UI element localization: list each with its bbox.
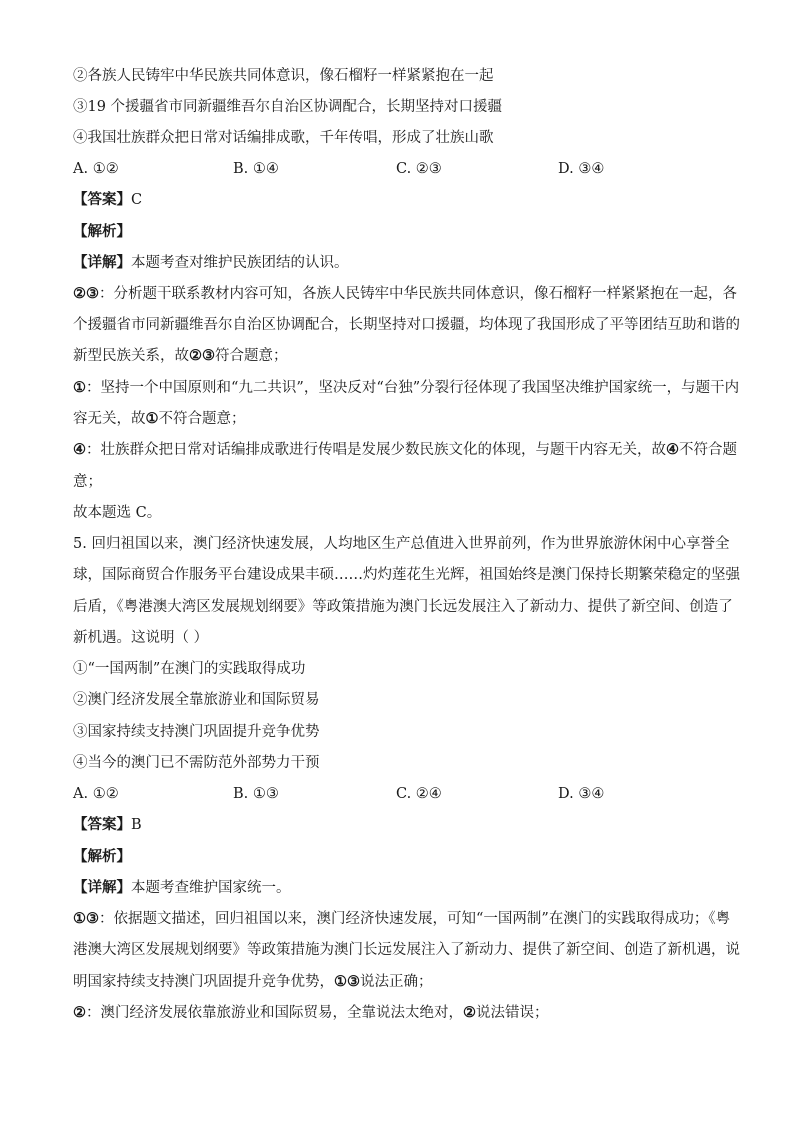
answer-value: C xyxy=(131,192,143,208)
q5-detail-line xyxy=(73,878,725,898)
paragraph-text: ：澳门经济发展依靠旅游业和国际贸易，全靠说法太绝对， xyxy=(86,1005,463,1021)
option-ref: ④ xyxy=(666,441,679,458)
detail-label: 【详解】 xyxy=(73,254,131,271)
option-ref: ②③ xyxy=(189,347,215,364)
option-ref: ②③ xyxy=(73,285,99,302)
answer-label: 【答案】 xyxy=(73,816,131,833)
paragraph-text: 说法正确； xyxy=(360,974,433,990)
detail-label: 【详解】 xyxy=(73,879,131,896)
q5-answer-line xyxy=(73,815,725,835)
choice-a: A. ①② xyxy=(73,161,119,177)
detail-line xyxy=(73,253,725,273)
q5-explanation-13-line-2: 港澳大湾区发展规划纲要》等政策措施为澳门长远发展注入了新动力、提供了新空间、创造了新机遇，说 xyxy=(73,942,740,958)
q5-answer-choices xyxy=(73,784,733,804)
question-5-line-2: 球，国际商贸合作服务平台建设成果丰硕……灼灼莲花生光辉，祖国始终是澳门保持长期繁荣稳定的坚强 xyxy=(73,567,740,583)
explanation-1-line-1 xyxy=(73,378,740,398)
explanation-1-line-2 xyxy=(73,409,725,429)
choice-b: B. ①③ xyxy=(233,786,279,802)
paragraph-text: 不符合题 xyxy=(679,442,737,458)
q5-explanation-13-line-1 xyxy=(73,909,731,929)
explanation-4-line-1 xyxy=(73,440,737,460)
paragraph-text: ：坚持一个中国原则和“九二共识”，坚决反对“台独”分裂行径体现了我国坚决维护国家统一，与题干内 xyxy=(86,380,740,396)
question-5-line-4: 新机遇。这说明（ ） xyxy=(73,630,209,646)
paragraph-text: 容无关，故 xyxy=(73,411,146,427)
option-ref: ② xyxy=(463,1004,476,1021)
paragraph-text: 明国家持续支持澳门巩固提升竞争优势， xyxy=(73,974,334,990)
answer-choices xyxy=(73,159,733,179)
paragraph-text: 符合题意； xyxy=(215,348,288,364)
q5-explanation-2-line-1 xyxy=(73,1003,725,1023)
detail-text: 本题考查维护国家统一。 xyxy=(131,880,291,896)
conclusion: 故本题选 C。 xyxy=(73,505,162,521)
option-ref: ① xyxy=(73,379,86,396)
choice-c: C. ②③ xyxy=(396,161,442,177)
option-ref: ② xyxy=(73,1004,86,1021)
option-4: ④我国壮族群众把日常对话编排成歌，千年传唱，形成了壮族山歌 xyxy=(73,130,494,146)
question-5-line-1: 5. 回归祖国以来，澳门经济快速发展，人均地区生产总值进入世界前列，作为世界旅游休闲中心享誉全 xyxy=(73,536,730,552)
analysis-label: 【解析】 xyxy=(73,223,131,240)
explanation-23-line-1 xyxy=(73,284,737,304)
q5-option-2: ②澳门经济发展全靠旅游业和国际贸易 xyxy=(73,692,320,708)
explanation-23-line-3 xyxy=(73,346,725,366)
q5-analysis-label: 【解析】 xyxy=(73,848,131,865)
option-ref: ① xyxy=(145,410,159,427)
paragraph-text: ：分析题干联系教材内容可知，各族人民铸牢中华民族共同体意识，像石榴籽一样紧紧抱在一起，各 xyxy=(99,286,737,302)
choice-b: B. ①④ xyxy=(233,161,279,177)
detail-text: 本题考查对维护民族团结的认识。 xyxy=(131,255,349,271)
option-ref: ①③ xyxy=(73,910,99,927)
paragraph-text: 不符合题意； xyxy=(158,411,246,427)
paragraph-text: 新型民族关系，故 xyxy=(73,348,189,364)
answer-line xyxy=(73,190,725,210)
explanation-4-line-2: 意； xyxy=(73,474,102,490)
option-ref: ①③ xyxy=(334,973,360,990)
explanation-23-line-2: 个援疆省市同新疆维吾尔自治区协调配合，长期坚持对口援疆，均体现了我国形成了平等团结互助和谐的 xyxy=(73,317,740,333)
choice-c: C. ②④ xyxy=(396,786,442,802)
q5-option-4: ④当今的澳门已不需防范外部势力干预 xyxy=(73,755,320,771)
choice-d: D. ③④ xyxy=(558,786,605,802)
paragraph-text: ：壮族群众把日常对话编排成歌进行传唱是发展少数民族文化的体现，与题干内容无关，故 xyxy=(86,442,666,458)
option-3: ③19 个援疆省市同新疆维吾尔自治区协调配合，长期坚持对口援疆 xyxy=(73,99,503,115)
q5-option-3: ③国家持续支持澳门巩固提升竞争优势 xyxy=(73,724,320,740)
q5-explanation-13-line-3 xyxy=(73,972,725,992)
option-2: ②各族人民铸牢中华民族共同体意识，像石榴籽一样紧紧抱在一起 xyxy=(73,68,494,84)
choice-d: D. ③④ xyxy=(558,161,605,177)
answer-value: B xyxy=(131,817,142,833)
option-ref: ④ xyxy=(73,441,86,458)
paragraph-text: 说法错误； xyxy=(476,1005,549,1021)
question-5-line-3: 后盾，《粤港澳大湾区发展规划纲要》等政策措施为澳门长远发展注入了新动力、提供了新空间、创造了 xyxy=(73,599,733,615)
paragraph-text: ：依据题文描述，回归祖国以来，澳门经济快速发展，可知“一国两制”在澳门的实践取得成功；《粤 xyxy=(99,911,731,927)
answer-label: 【答案】 xyxy=(73,191,131,208)
choice-a: A. ①② xyxy=(73,786,119,802)
q5-option-1: ①“一国两制”在澳门的实践取得成功 xyxy=(73,661,306,677)
